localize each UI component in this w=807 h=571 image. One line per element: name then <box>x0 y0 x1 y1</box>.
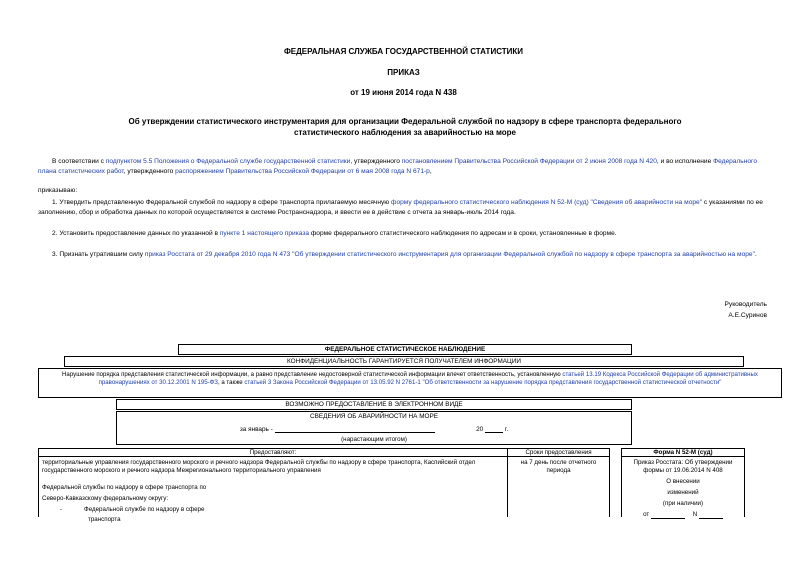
liability-notice <box>38 368 782 398</box>
provider-line-5: транспорта <box>88 516 121 523</box>
link-form-52m[interactable]: форму федерального статистического наблюдения N 52-М (суд) "Сведения об аварийности на море" <box>391 199 703 206</box>
item-1 <box>38 198 768 218</box>
item-text: 1. Утвердить представленную Федеральной службой по надзору в сфере транспорта прилагаемую месячную <box>52 199 392 206</box>
item-2 <box>38 229 768 239</box>
confidentiality-banner: КОНФИДЕНЦИАЛЬНОСТЬ ГАРАНТИРУЕТСЯ ПОЛУЧАТЕЛЕМ ИНФОРМАЦИИ <box>64 356 744 367</box>
signer-name: А.Е.Суринов <box>728 312 767 319</box>
amendment-number-label: N <box>692 511 698 518</box>
link-law-2761-1[interactable]: статьей 3 Закона Российской Федерации от 13.05.92 N 2761-1 "Об ответственности за нарушение порядка представления государственной статистической отчетности" <box>244 379 722 386</box>
amendment-date-label: от <box>643 511 650 518</box>
preamble-text: В соответствии с <box>52 158 106 165</box>
amendment-date-field[interactable] <box>651 511 685 519</box>
electronic-submission-banner: ВОЗМОЖНО ПРЕДОСТАВЛЕНИЕ В ЭЛЕКТРОННОМ ВИДЕ <box>116 399 632 410</box>
item-text: с указаниями по ее заполнению, сбор и обработка данных по которой осуществляется в системе Ространснадзора, и ввести ее в действие с отчета за январь-июль 2014 года. <box>38 199 763 216</box>
provider-dash: - <box>60 506 63 513</box>
provider-line-1: территориальные управления государственного морского и речного надзора Федеральной службы по надзору в сфере транспорта, Каспийский отдел государственного морского и речного надзора Межрегионального территориального управления <box>42 459 476 474</box>
link-point-1[interactable]: пункте 1 настоящего приказа <box>219 230 310 237</box>
link-government-order-671[interactable]: распоряжением Правительства Российской Федерации от 6 мая 2008 года N 671-р <box>175 168 430 175</box>
provider-line-4 <box>42 506 504 514</box>
liability-text: , а также <box>217 379 245 386</box>
provider-line-3: Северо-Кавказскому федеральному округу: <box>42 495 169 502</box>
preamble-text: , <box>429 168 432 175</box>
year-field[interactable] <box>485 425 503 433</box>
report-title: СВЕДЕНИЯ ОБ АВАРИЙНОСТИ НА МОРЕ <box>309 413 439 420</box>
federal-observation-banner: ФЕДЕРАЛЬНОЕ СТАТИСТИЧЕСКОЕ НАБЛЮДЕНИЕ <box>178 344 632 355</box>
preamble-text: , и во исполнение <box>656 158 714 165</box>
col-provide-header: Предоставляют: <box>38 448 508 457</box>
report-title-box <box>116 411 632 445</box>
document-date: от 19 июня 2014 года N 438 <box>350 88 457 97</box>
agency-name: ФЕДЕРАЛЬНАЯ СЛУЖБА ГОСУДАРСТВЕННОЙ СТАТИСТИКИ <box>283 47 524 56</box>
item-3 <box>38 250 768 260</box>
item-text: форме федерального статистического наблюдения по адресам и в сроки, установленные в форме. <box>309 230 617 237</box>
col-form-header: Форма N 52-М (суд) <box>621 448 745 457</box>
providers-cell <box>38 457 508 523</box>
amendment-number-field[interactable] <box>699 511 723 519</box>
provider-line-2: Федеральной службы по надзору в сфере транспорта по <box>42 484 207 491</box>
period-field[interactable] <box>275 425 435 433</box>
amendments-line-1: О внесении <box>666 478 700 485</box>
item-text: 2. Установить предоставление данных по указанной в <box>52 230 220 237</box>
year-prefix: 20 <box>476 426 484 433</box>
deadline-cell: на 7 день после отчетного периода <box>508 457 610 517</box>
amendments-note: (при наличии) <box>662 500 704 507</box>
signer-title: Руководитель <box>724 301 767 308</box>
document-type: ПРИКАЗ <box>387 68 420 77</box>
year-suffix: г. <box>504 426 509 433</box>
document-title: Об утверждении статистического инструментария для организации Федеральной службой по надзору в сфере транспорта федерального статистического наблюдения за аварийностью на море <box>128 117 682 137</box>
cumulative-note: (нарастающим итогом) <box>341 436 407 443</box>
preamble-text: , утвержденного <box>350 158 402 165</box>
orders-label: приказываю: <box>38 187 78 194</box>
amendments-date-line <box>622 511 744 519</box>
liability-text: Нарушение порядка представления статистической информации, а равно представление недостоверной статистической информации влечет ответственность, установленную <box>62 371 563 378</box>
link-rosstat-order-473[interactable]: приказ Росстата от 29 декабря 2010 года N 473 "Об утверждении статистического инструментария для организации Федеральной службой по надзору в сфере транспорта за аварийностью на море" <box>144 251 755 258</box>
link-regulation-5-5[interactable]: подпунктом 5.5 Положения о Федеральной службе государственной статистики <box>105 158 351 165</box>
approval-order: Приказ Росстата: Об утверждении формы от 19.06.2014 N 408 <box>633 459 733 474</box>
link-government-decree-420[interactable]: постановлением Правительства Российской Федерации от 2 июня 2008 года N 420 <box>401 158 657 165</box>
item-text: 3. Признать утратившим силу <box>52 251 145 258</box>
col-deadline-header: Сроки предоставления <box>508 448 610 457</box>
report-period-line <box>117 425 631 433</box>
link-federal-plan[interactable]: Федерального плана статистических работ <box>38 158 757 175</box>
preamble-text: , утвержденного <box>123 168 176 175</box>
link-koap-13-19[interactable]: статьей 13.19 Кодекса Российской Федерации об административных правонарушениях от 30.12.2001 N 195-ФЗ <box>98 371 758 386</box>
form-approval-cell <box>621 457 745 517</box>
amendments-line-2: изменений <box>667 489 699 496</box>
provider-text: Федеральной службе по надзору в сфере <box>84 506 205 513</box>
period-label: за январь - <box>239 426 273 433</box>
preamble-paragraph <box>38 157 768 177</box>
item-text: . <box>754 251 757 258</box>
